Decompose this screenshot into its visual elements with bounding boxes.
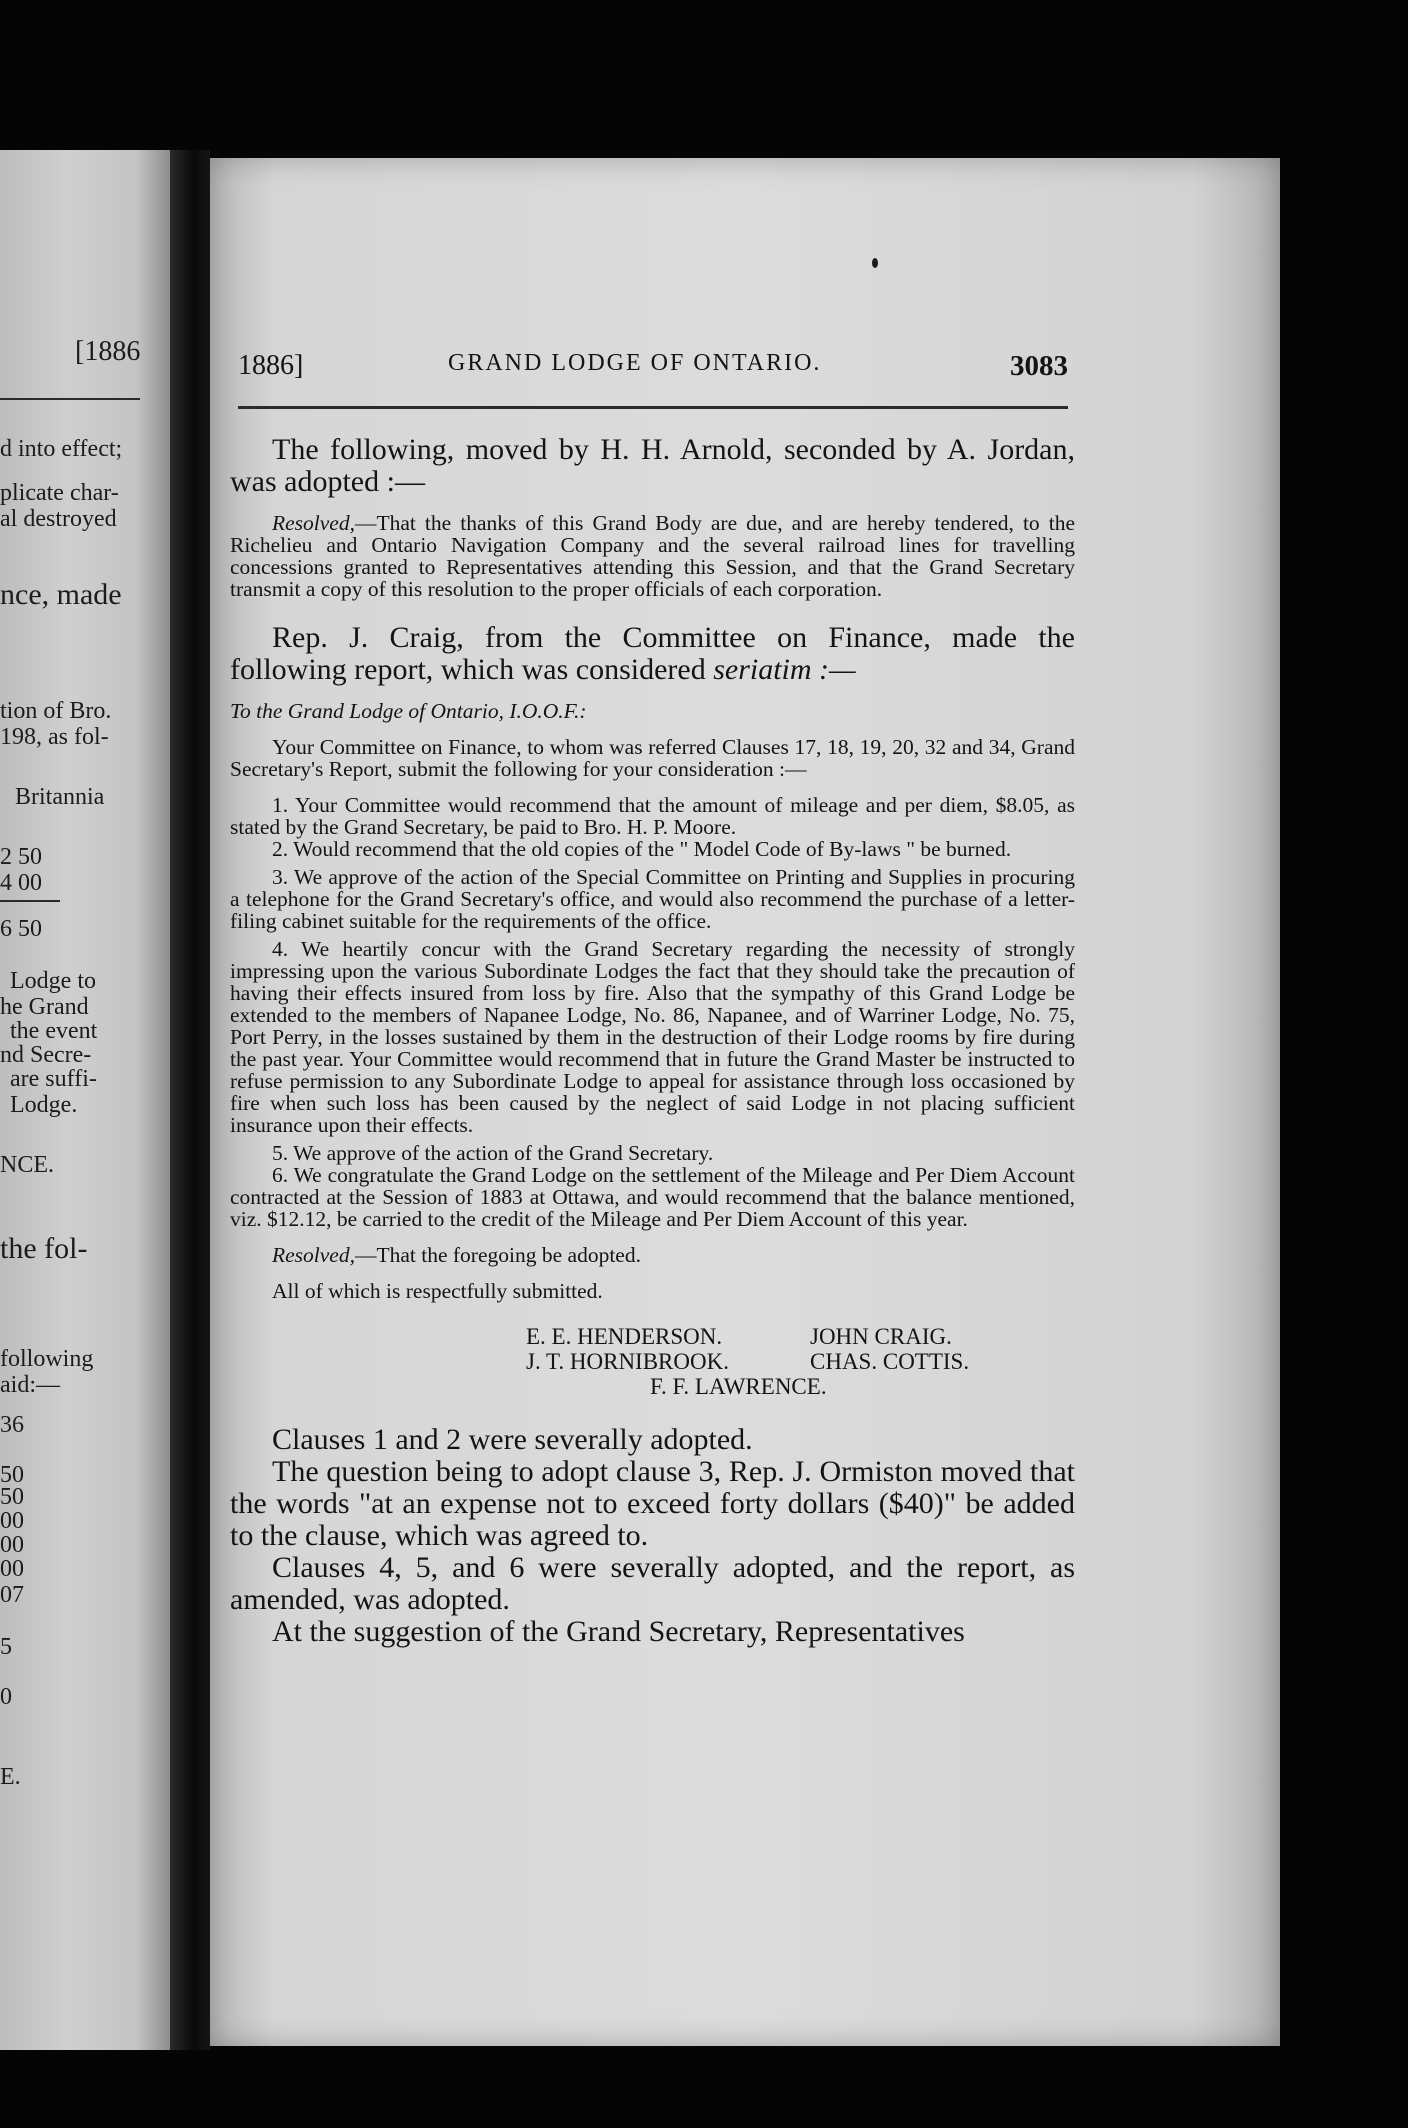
- left-fragment: the event: [10, 1018, 98, 1044]
- seriatim-label: seriatim :—: [713, 653, 856, 686]
- signature: E. E. HENDERSON.: [526, 1324, 723, 1349]
- report-item-4: 4. We heartily concur with the Grand Secretary regarding the necessity of strongly impressing upon the various Subordinate Lodges the fact that they should take the precaution of having their effects insured from loss by fire. Also that the sympathy of this Grand Lodge be extended to the members of Napanee Lodge, No. 86, Napanee, and of Warriner Lodge, No. 75, Port Perry, in the losses sustained by them in the destruction of their Lodge rooms by fire during the past year. Your Committee would recommend that in future the Grand Master be instructed to refuse permission to any Subordinate Lodge to appeal for assistance through loss occasioned by fire when such loss has been caused by the neglect of said Lodge in not placing sufficient insurance upon their effects.: [230, 937, 1075, 1137]
- signature: J. T. HORNIBROOK.: [526, 1349, 729, 1374]
- adoption-text: —That the foregoing be adopted.: [354, 1243, 641, 1267]
- left-fragment: 0: [0, 1684, 12, 1710]
- resolved-label: Resolved,: [272, 511, 355, 535]
- left-fragment: 36: [0, 1412, 24, 1438]
- signature: JOHN CRAIG.: [810, 1324, 952, 1349]
- committee-preamble: Your Committee on Finance, to whom was referred Clauses 17, 18, 19, 20, 32 and 34, Grand Secretary's Report, submit the following for your consideration :—: [230, 735, 1075, 781]
- left-fragment: 4 00: [0, 870, 42, 896]
- amendment-paragraph: The question being to adopt clause 3, Rep. J. Ormiston moved that the words "at an expense not to exceed forty dollars ($40)" be added to the clause, which was agreed to.: [230, 1455, 1075, 1552]
- page-body: [230, 434, 1075, 1648]
- header-rule: [238, 406, 1068, 409]
- left-fragment: following: [0, 1346, 94, 1372]
- closing-line: At the suggestion of the Grand Secretary, Representatives: [272, 1615, 965, 1648]
- left-fragment: aid:—: [0, 1372, 60, 1398]
- left-fragment: al destroyed: [0, 506, 117, 532]
- left-fragment: 00: [0, 1508, 24, 1534]
- resolved-label: Resolved,: [272, 1243, 355, 1267]
- report-item-1: 1. Your Committee would recommend that the amount of mileage and per diem, $8.05, as stated by the Grand Secretary, be paid to Bro. H. P. Moore.: [230, 793, 1075, 839]
- committee-report-intro: [230, 622, 1075, 686]
- signature: F. F. LAWRENCE.: [650, 1374, 827, 1399]
- submission-line: All of which is respectfully submitted.: [272, 1279, 603, 1303]
- left-fragment: tion of Bro.: [0, 698, 112, 724]
- left-page-header: [1886: [75, 336, 141, 367]
- signature: CHAS. COTTIS.: [810, 1349, 970, 1374]
- report-item-3: 3. We approve of the action of the Special Committee on Printing and Supplies in procuring a telephone for the Grand Secretary's office, and would also recommend the purchase of a letter-filing cabinet suitable for the requirements of the office.: [230, 865, 1075, 933]
- header-title: GRAND LODGE OF ONTARIO.: [448, 350, 822, 376]
- clauses-adopted: Clauses 1 and 2 were severally adopted.: [272, 1423, 753, 1456]
- left-fragment: the fol-: [0, 1232, 88, 1265]
- left-fragment: nd Secre-: [0, 1042, 92, 1068]
- header-year: 1886]: [238, 350, 304, 381]
- report-intro-text: Rep. J. Craig, from the Committee on Finance, made the following report, which was considered: [230, 621, 1075, 686]
- running-header: [238, 350, 1068, 390]
- report-item-2: 2. Would recommend that the old copies of the " Model Code of By-laws " be burned.: [272, 837, 1012, 861]
- left-fragment: 50: [0, 1484, 24, 1510]
- left-fragment: 50: [0, 1462, 24, 1488]
- previous-page-fragment: [0, 150, 170, 2050]
- left-fragment: 198, as fol-: [0, 724, 109, 750]
- salutation: [230, 700, 1075, 722]
- left-fragment: nce, made: [0, 578, 122, 611]
- signature-block: [230, 1324, 1075, 1402]
- motion-paragraph: The following, moved by H. H. Arnold, seconded by A. Jordan, was adopted :—: [230, 433, 1075, 498]
- left-fragment: plicate char-: [0, 480, 119, 506]
- page-number: 3083: [1010, 350, 1068, 382]
- left-fragment: 6 50: [0, 916, 42, 942]
- left-fragment: d into effect;: [0, 436, 123, 462]
- book-gutter: [170, 150, 210, 2050]
- left-fragment: 07: [0, 1582, 24, 1608]
- resolution-text: —That the thanks of this Grand Body are due, and are hereby tendered, to the Richelieu and Ontario Navigation Company and the several railroad lines for travelling concessions granted to Representatives attending this Session, and that the Grand Secretary transmit a copy of this resolution to the proper officials of each corporation.: [230, 511, 1075, 601]
- left-fragment: 2 50: [0, 844, 42, 870]
- left-fragment: are suffi-: [10, 1066, 97, 1092]
- report-item-5: 5. We approve of the action of the Grand Secretary.: [272, 1141, 714, 1165]
- left-fragment: Britannia: [15, 784, 105, 810]
- left-fragment: Lodge.: [10, 1092, 78, 1118]
- left-fragment: 00: [0, 1532, 24, 1558]
- left-fragment: NCE.: [0, 1152, 54, 1178]
- salutation-text: To the Grand Lodge of Ontario, I.O.O.F.:: [230, 699, 587, 723]
- left-sum-rule: [0, 900, 60, 902]
- resolution-paragraph: [230, 512, 1075, 600]
- report-adopted: Clauses 4, 5, and 6 were severally adopted, and the report, as amended, was adopted.: [230, 1551, 1075, 1616]
- ink-speck: [872, 258, 878, 268]
- left-fragment: he Grand: [0, 994, 89, 1020]
- adoption-resolution: [230, 1244, 1075, 1266]
- left-fragment: 00: [0, 1556, 24, 1582]
- left-page-header-rule: [0, 398, 140, 400]
- left-fragment: E.: [0, 1764, 21, 1790]
- left-fragment: 5: [0, 1634, 12, 1660]
- report-item-6: 6. We congratulate the Grand Lodge on the settlement of the Mileage and Per Diem Account contracted at the Session of 1883 at Ottawa, and would recommend that the balance mentioned, viz. $12.12, be carried to the credit of the Mileage and Per Diem Account of this year.: [230, 1163, 1075, 1231]
- left-fragment: Lodge to: [10, 968, 96, 994]
- book-page: [210, 158, 1280, 2046]
